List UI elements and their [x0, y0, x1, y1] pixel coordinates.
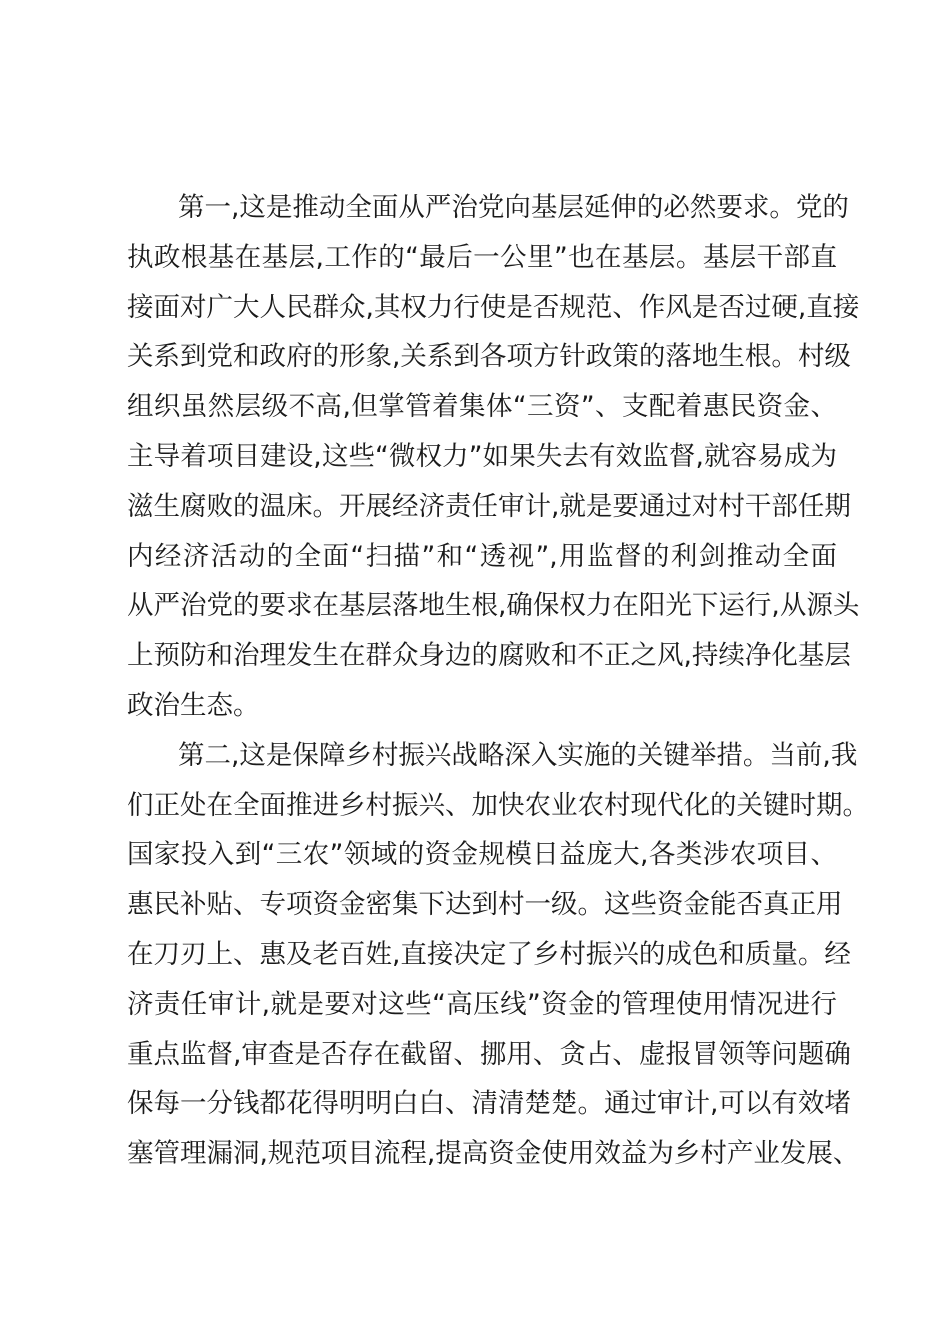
text-line: 滋生腐败的温床。开展经济责任审计,就是要通过对村干部任期: [127, 490, 851, 522]
text-line: 在刀刃上、惠及老百姓,直接决定了乡村振兴的成色和质量。经: [127, 938, 851, 970]
text-line: 主导着项目建设,这些“微权力”如果失去有效监督,就容易成为: [127, 440, 837, 472]
document-body: [127, 183, 869, 1179]
paragraph-1: [127, 183, 860, 731]
text-line: 保每一分钱都花得明明白白、清清楚楚。通过审计,可以有效堵: [127, 1088, 851, 1120]
text-line: 惠民补贴、专项资金密集下达到村一级。这些资金能否真正用: [127, 889, 843, 921]
text-line: 内经济活动的全面“扫描”和“透视”,用监督的利剑推动全面: [127, 540, 837, 572]
text-line: 关系到党和政府的形象,关系到各项方针政策的落地生根。村级: [127, 341, 851, 373]
text-line: 济责任审计,就是要对这些“高压线”资金的管理使用情况进行: [127, 988, 837, 1020]
text-line: 政治生态。: [127, 689, 260, 721]
text-line: 从严治党的要求在基层落地生根,确保权力在阳光下运行,从源头: [127, 590, 860, 622]
text-line: 第一,这是推动全面从严治党向基层延伸的必然要求。党的: [178, 192, 849, 223]
text-line: 接面对广大人民群众,其权力行使是否规范、作风是否过硬,直接: [127, 291, 860, 323]
text-line: 塞管理漏洞,规范项目流程,提高资金使用效益为乡村产业发展、: [127, 1138, 860, 1170]
text-line: 们正处在全面推进乡村振兴、加快农业农村现代化的关键时期。: [127, 789, 869, 821]
paragraph-2: [127, 731, 869, 1179]
text-line: 国家投入到“三农”领域的资金规模日益庞大,各类涉农项目、: [127, 839, 837, 871]
text-line: 上预防和治理发生在群众身边的腐败和不正之风,持续净化基层: [127, 640, 851, 672]
text-line: 执政根基在基层,工作的“最后一公里”也在基层。基层干部直: [127, 241, 837, 273]
text-line: 重点监督,审查是否存在截留、挪用、贪占、虚报冒领等问题确: [127, 1038, 851, 1070]
text-line: 第二,这是保障乡村振兴战略深入实施的关键举措。当前,我: [178, 739, 858, 771]
text-line: 组织虽然层级不高,但掌管着集体“三资”、支配着惠民资金、: [127, 391, 837, 423]
